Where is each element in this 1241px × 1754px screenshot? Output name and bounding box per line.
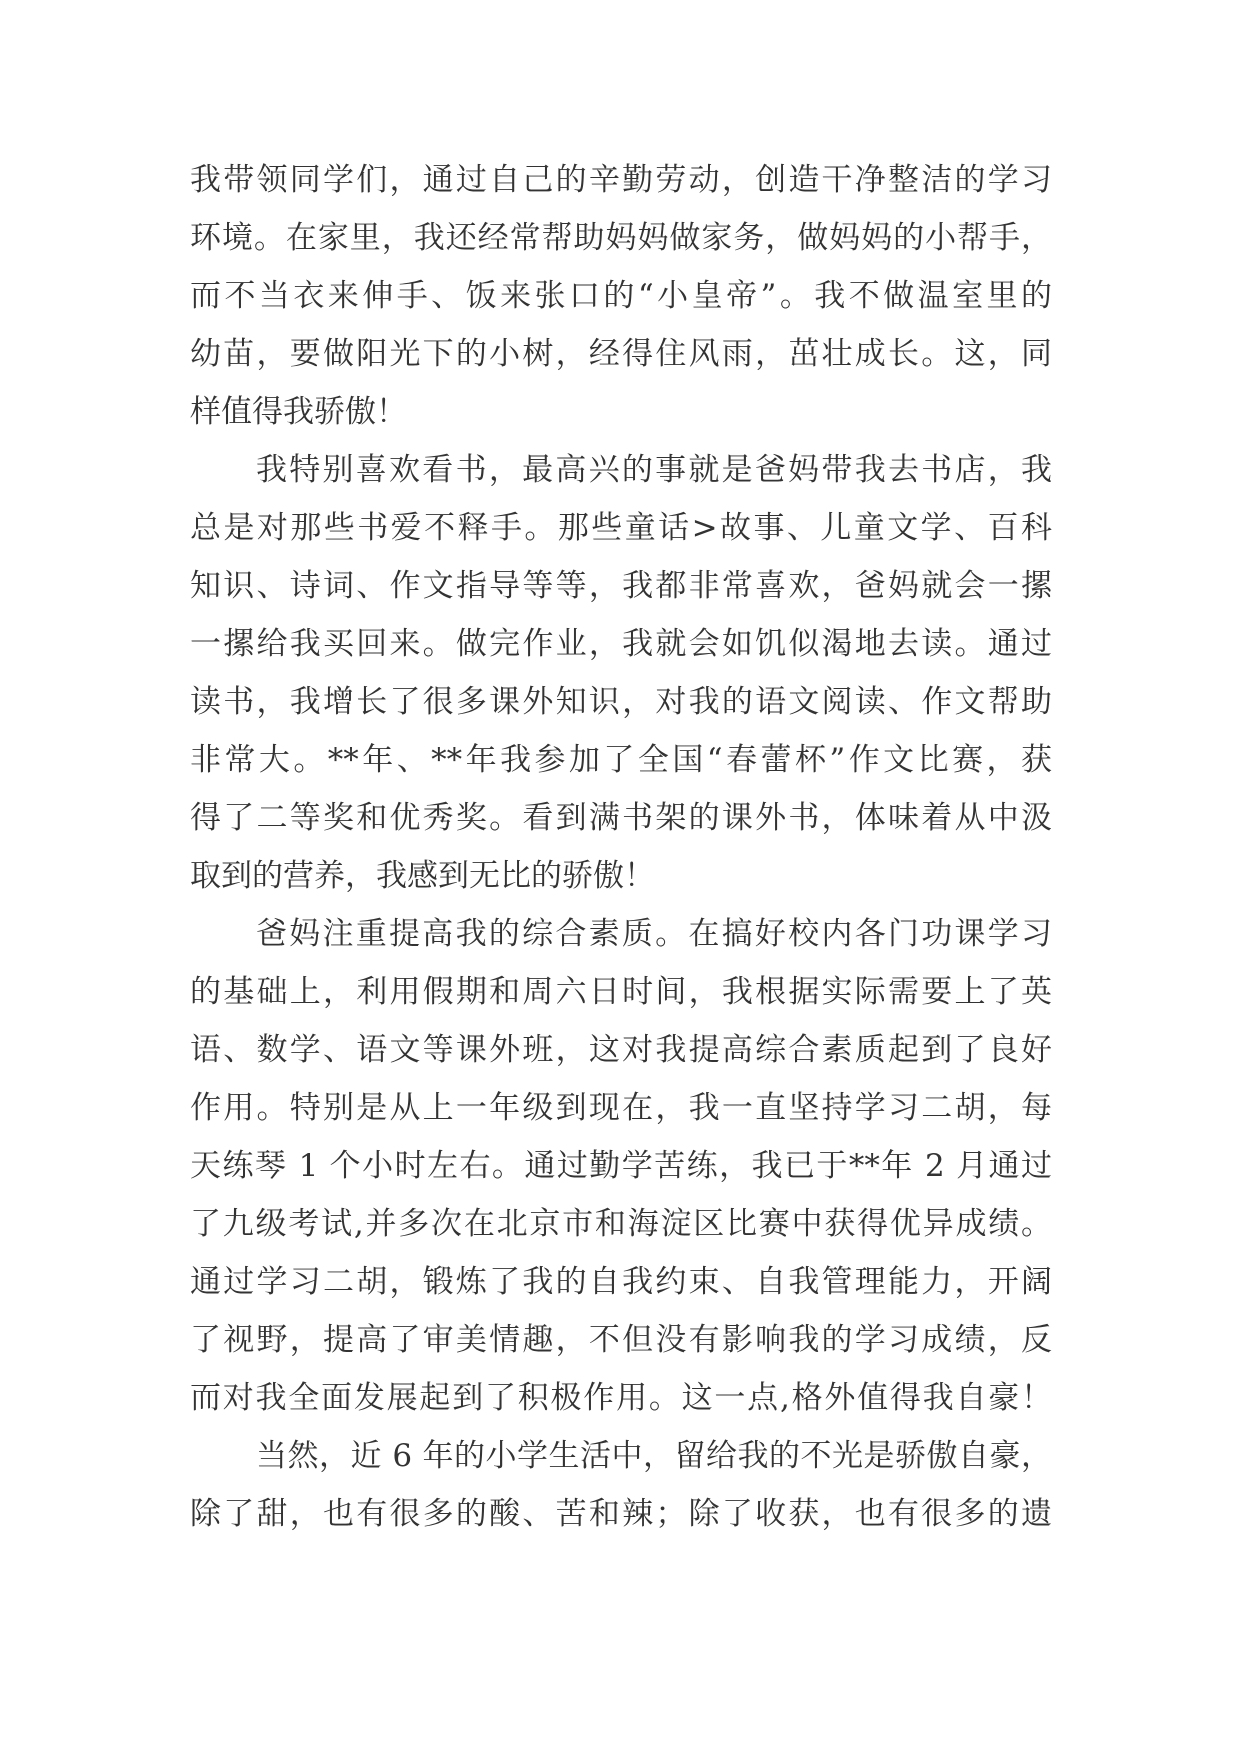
- text-line: 环境。在家里，我还经常帮助妈妈做家务，做妈妈的小帮手，: [190, 220, 1052, 256]
- text-line: 当然，近 6 年的小学生活中，留给我的不光是骄傲自豪，: [256, 1438, 1052, 1474]
- text-line: 样值得我骄傲！: [190, 394, 407, 430]
- text-line: 幼苗，要做阳光下的小树，经得住风雨，茁壮成长。这，同: [190, 336, 1052, 372]
- text-line: 非常大。**年、**年我参加了全国“春蕾杯”作文比赛，获: [190, 742, 1052, 778]
- text-line: 语、数学、语文等课外班，这对我提高综合素质起到了良好: [190, 1032, 1052, 1068]
- text-line: 天练琴 1 个小时左右。通过勤学苦练，我已于**年 2 月通过: [190, 1148, 1052, 1184]
- text-line: 爸妈注重提高我的综合素质。在搞好校内各门功课学习: [256, 916, 1052, 952]
- text-line: 的基础上，利用假期和周六日时间，我根据实际需要上了英: [190, 974, 1052, 1010]
- text-line: 我带领同学们，通过自己的辛勤劳动，创造干净整洁的学习: [190, 162, 1052, 198]
- text-line: 一摞给我买回来。做完作业，我就会如饥似渴地去读。通过: [190, 626, 1052, 662]
- text-line: 了视野，提高了审美情趣，不但没有影响我的学习成绩，反: [190, 1322, 1052, 1358]
- text-line: 得了二等奖和优秀奖。看到满书架的课外书，体味着从中汲: [190, 800, 1052, 836]
- text-line: 通过学习二胡，锻炼了我的自我约束、自我管理能力，开阔: [190, 1264, 1052, 1300]
- text-line: 读书，我增长了很多课外知识，对我的语文阅读、作文帮助: [190, 684, 1052, 720]
- text-line: 而不当衣来伸手、饭来张口的“小皇帝”。我不做温室里的: [190, 278, 1052, 314]
- text-line: 而对我全面发展起到了积极作用。这一点,格外值得我自豪！: [190, 1380, 1052, 1416]
- text-line: 知识、诗词、作文指导等等，我都非常喜欢，爸妈就会一摞: [190, 568, 1052, 604]
- body-text: [190, 151, 1052, 1543]
- text-line: 总是对那些书爱不释手。那些童话>故事、儿童文学、百科: [190, 510, 1052, 546]
- text-line: 我特别喜欢看书，最高兴的事就是爸妈带我去书店，我: [256, 452, 1052, 488]
- text-line: 取到的营养，我感到无比的骄傲！: [190, 858, 655, 894]
- text-line: 了九级考试,并多次在北京市和海淀区比赛中获得优异成绩。: [190, 1206, 1052, 1242]
- text-line: 除了甜，也有很多的酸、苦和辣；除了收获，也有很多的遗: [190, 1496, 1052, 1532]
- text-line: 作用。特别是从上一年级到现在，我一直坚持学习二胡，每: [190, 1090, 1052, 1126]
